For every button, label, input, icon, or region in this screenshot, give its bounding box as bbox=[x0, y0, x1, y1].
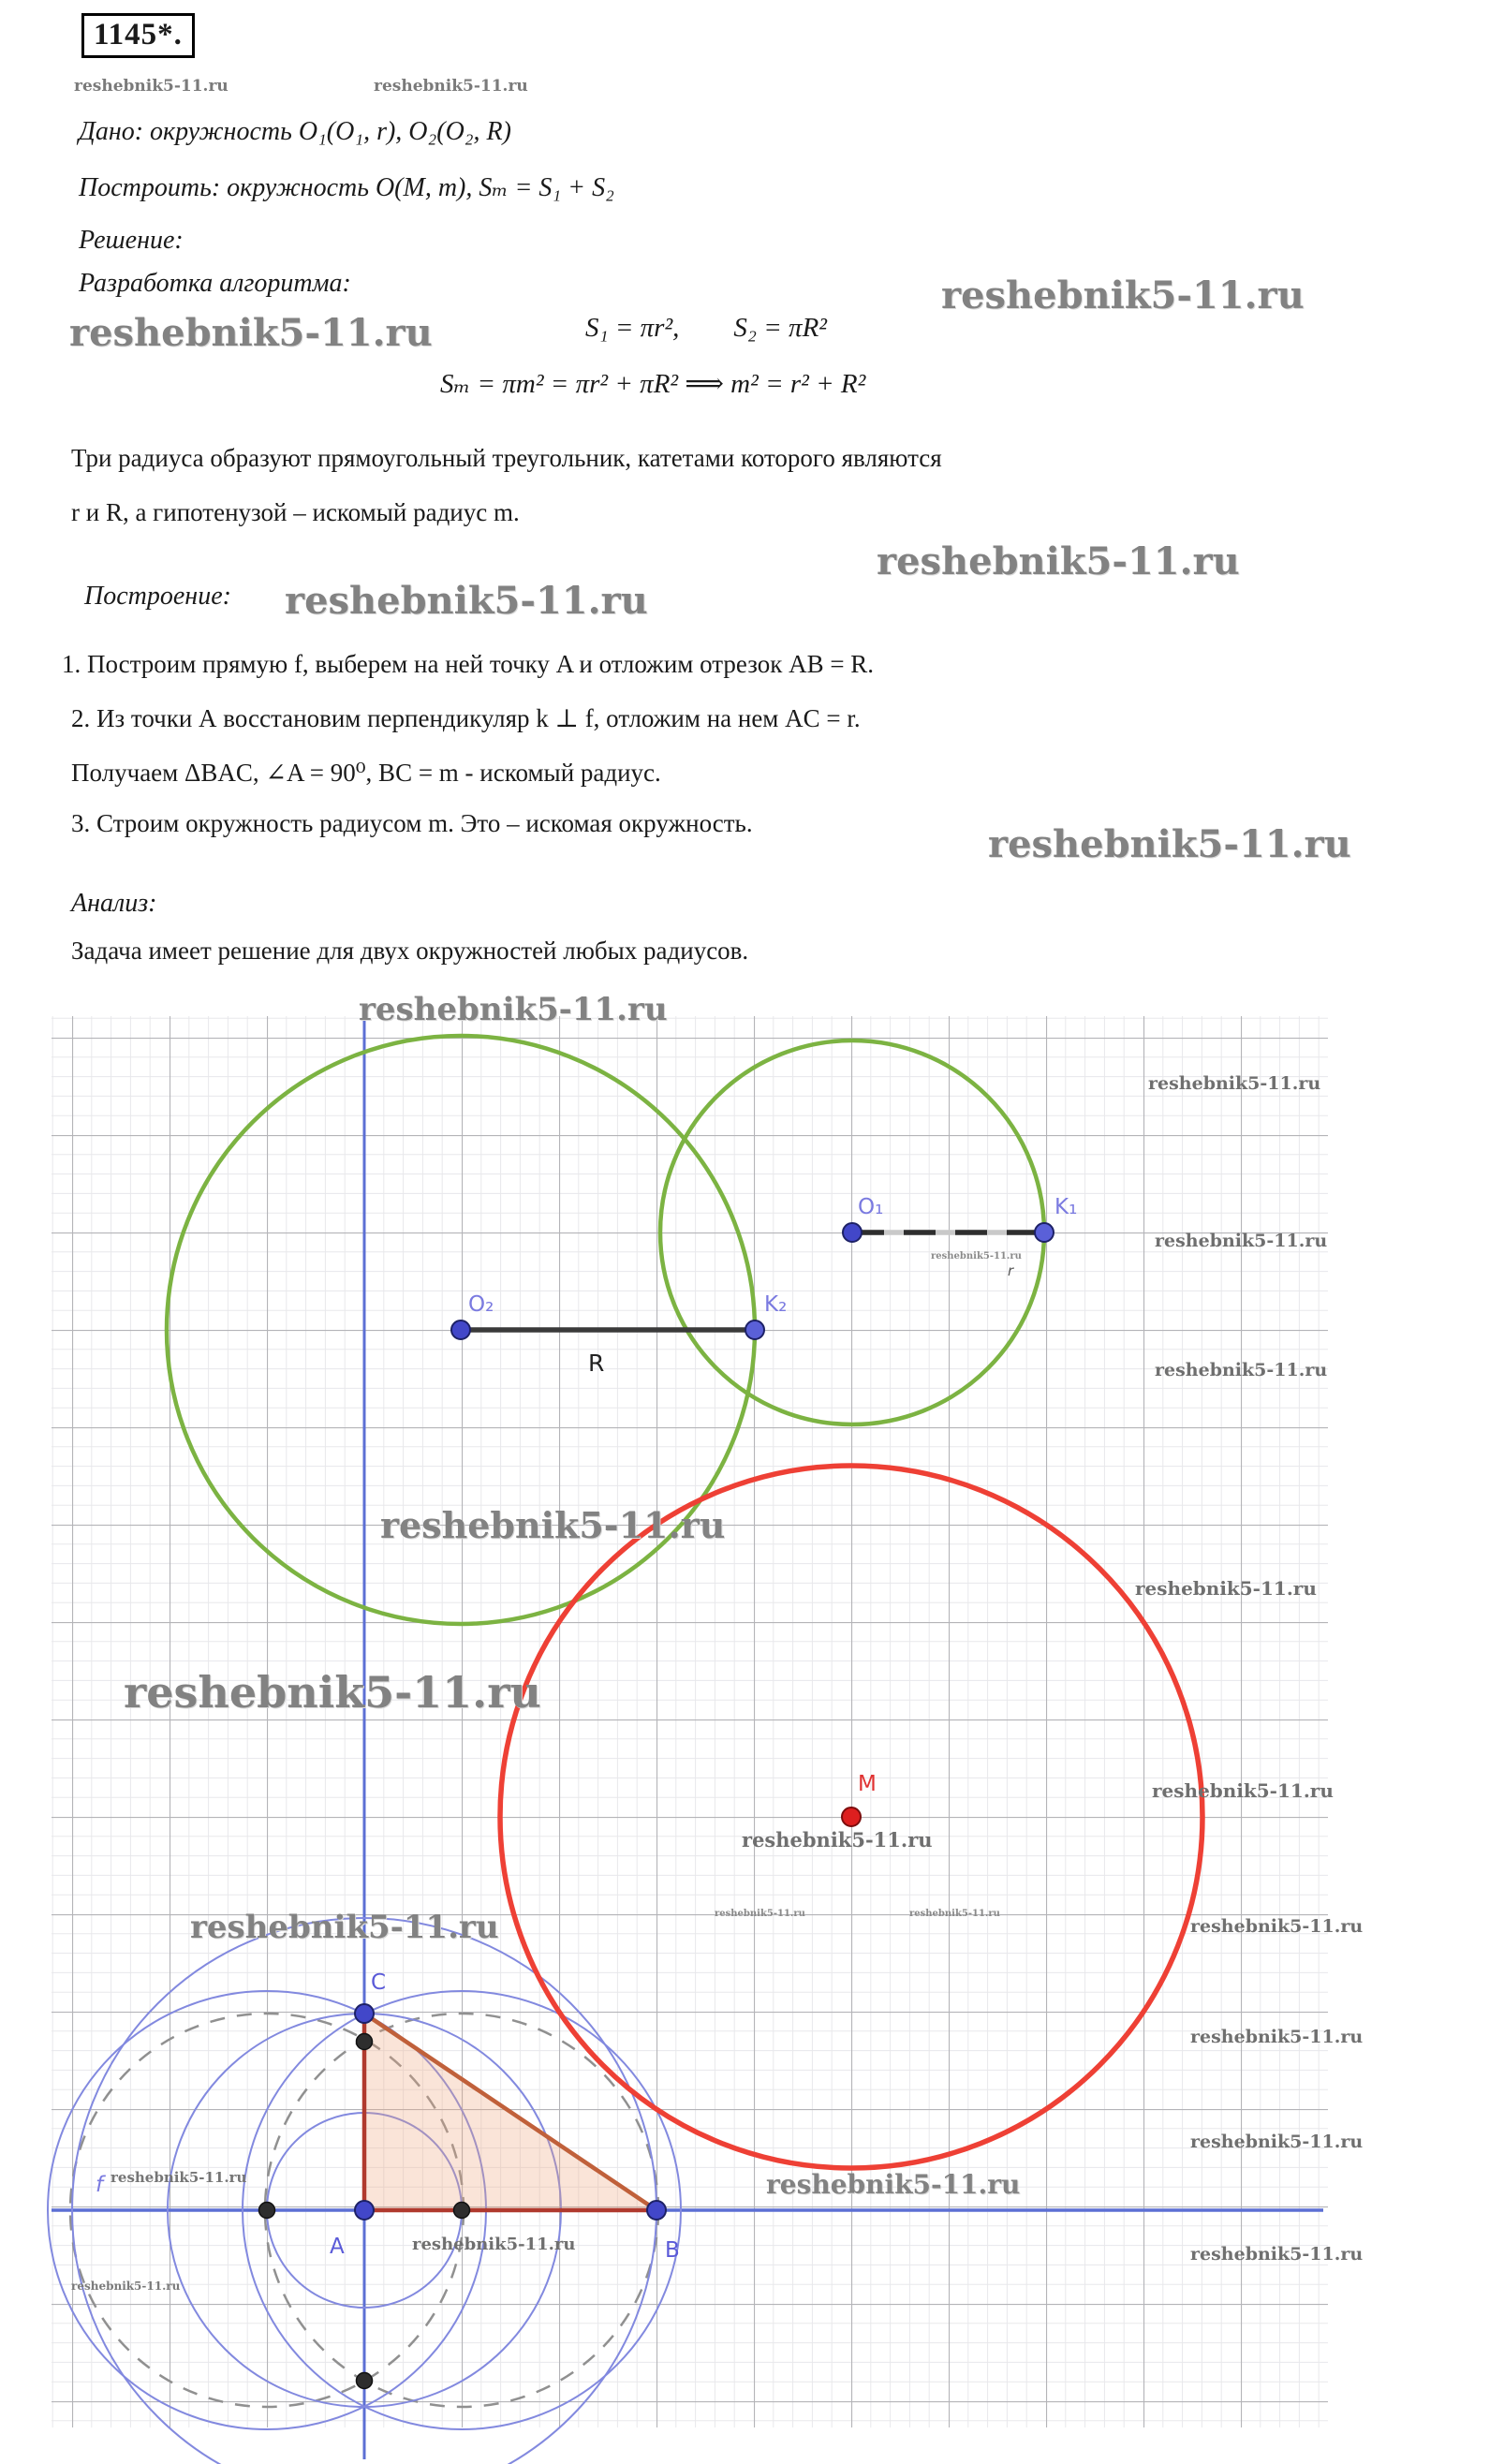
watermark: reshebnik5-11.ru bbox=[988, 822, 1351, 866]
label-c: C bbox=[371, 1970, 387, 1995]
watermark: reshebnik5-11.ru bbox=[71, 2280, 181, 2293]
label-o2: O₂ bbox=[468, 1292, 494, 1317]
watermark: reshebnik5-11.ru bbox=[190, 1909, 499, 1946]
step-3: 3. Строим окружность радиусом m. Это – искомая окружность. bbox=[71, 809, 753, 837]
helper-point-right bbox=[454, 2203, 470, 2219]
point-o1 bbox=[843, 1223, 862, 1242]
algorithm-label: Разработка алгоритма: bbox=[79, 269, 351, 298]
watermark: reshebnik5-11.ru bbox=[1155, 1231, 1328, 1251]
helper-point-bottom bbox=[357, 2373, 373, 2389]
point-a bbox=[355, 2201, 374, 2220]
point-o2 bbox=[451, 1321, 470, 1339]
problem-number: 1145*. bbox=[94, 18, 183, 52]
label-k2: K₂ bbox=[764, 1292, 788, 1317]
watermark: reshebnik5-11.ru bbox=[1190, 2027, 1364, 2047]
watermark: reshebnik5-11.ru bbox=[1152, 1779, 1334, 1802]
watermark: reshebnik5-11.ru bbox=[742, 1828, 933, 1852]
watermark: reshebnik5-11.ru bbox=[1190, 2132, 1364, 2152]
analysis-label: Анализ: bbox=[71, 889, 157, 918]
watermark: reshebnik5-11.ru bbox=[715, 1909, 805, 1919]
formula-sum: Sₘ = πm² = πr² + πR² ⟹ m² = r² + R² bbox=[440, 369, 866, 399]
given-text: : окружность O₁(O₁, r), O₂(O₂, R) bbox=[134, 117, 511, 146]
step-1: 1. Построим прямую f, выберем на ней точку A и отложим отрезок AB = R. bbox=[62, 650, 875, 678]
step-2-result: Получаем ΔBAC, ∠A = 90⁰, BC = m - искомый радиус. bbox=[71, 759, 661, 787]
label-r-small: r bbox=[1008, 1262, 1014, 1279]
step-2: 2. Из точки А восстановим перпендикуляр k ⊥ f, отложим на нем AC = r. bbox=[71, 704, 861, 732]
watermark: reshebnik5-11.ru bbox=[285, 579, 648, 623]
watermark: reshebnik5-11.ru bbox=[931, 1251, 1022, 1262]
helper-point-left bbox=[259, 2203, 275, 2219]
label-f: f bbox=[96, 2173, 104, 2197]
watermark: reshebnik5-11.ru bbox=[1155, 1360, 1328, 1380]
watermark: reshebnik5-11.ru bbox=[380, 1504, 726, 1546]
watermark: reshebnik5-11.ru bbox=[111, 2169, 247, 2186]
construction-label: Построение: bbox=[84, 582, 231, 611]
analysis-text: Задача имеет решение для двух окружностей любых радиусов. bbox=[71, 937, 749, 965]
label-m: M bbox=[858, 1772, 877, 1796]
watermark: reshebnik5-11.ru bbox=[412, 2235, 576, 2254]
watermark: reshebnik5-11.ru bbox=[877, 539, 1240, 583]
construct-text: : окружность O(M, m), Sₘ = S₁ + S₂ bbox=[211, 173, 614, 202]
watermark: reshebnik5-11.ru bbox=[74, 77, 229, 96]
given-label: Дано bbox=[79, 117, 135, 146]
helper-point-below-c bbox=[357, 2034, 373, 2050]
note-line-2: r и R, а гипотенузой – искомый радиус m. bbox=[71, 498, 520, 526]
watermark: reshebnik5-11.ru bbox=[941, 273, 1305, 317]
point-c bbox=[355, 2004, 374, 2023]
watermark: reshebnik5-11.ru bbox=[766, 2169, 1021, 2200]
label-R: R bbox=[588, 1350, 605, 1377]
watermark: reshebnik5-11.ru bbox=[69, 311, 433, 355]
note-line-1: Три радиуса образуют прямоугольный треугольник, катетами которого являются bbox=[71, 444, 942, 472]
label-a: A bbox=[330, 2235, 345, 2259]
point-k1 bbox=[1035, 1223, 1054, 1242]
watermark: reshebnik5-11.ru bbox=[374, 77, 528, 96]
label-b: B bbox=[665, 2238, 680, 2263]
formula-areas: S₁ = πr², S₂ = πR² bbox=[585, 313, 827, 343]
label-o1: O₁ bbox=[858, 1195, 884, 1219]
construct-label: Построить bbox=[79, 173, 212, 202]
watermark: reshebnik5-11.ru bbox=[1148, 1073, 1321, 1094]
watermark: reshebnik5-11.ru bbox=[1190, 1916, 1364, 1937]
point-m bbox=[842, 1807, 861, 1826]
watermark: reshebnik5-11.ru bbox=[124, 1667, 541, 1718]
point-b bbox=[647, 2201, 666, 2220]
label-k1: K₁ bbox=[1054, 1195, 1078, 1219]
watermark: reshebnik5-11.ru bbox=[909, 1909, 1000, 1919]
solution-label: Решение: bbox=[79, 226, 184, 255]
point-k2 bbox=[745, 1321, 764, 1339]
watermark: reshebnik5-11.ru bbox=[1190, 2244, 1364, 2265]
watermark: reshebnik5-11.ru bbox=[1135, 1577, 1317, 1600]
watermark: reshebnik5-11.ru bbox=[359, 991, 668, 1028]
